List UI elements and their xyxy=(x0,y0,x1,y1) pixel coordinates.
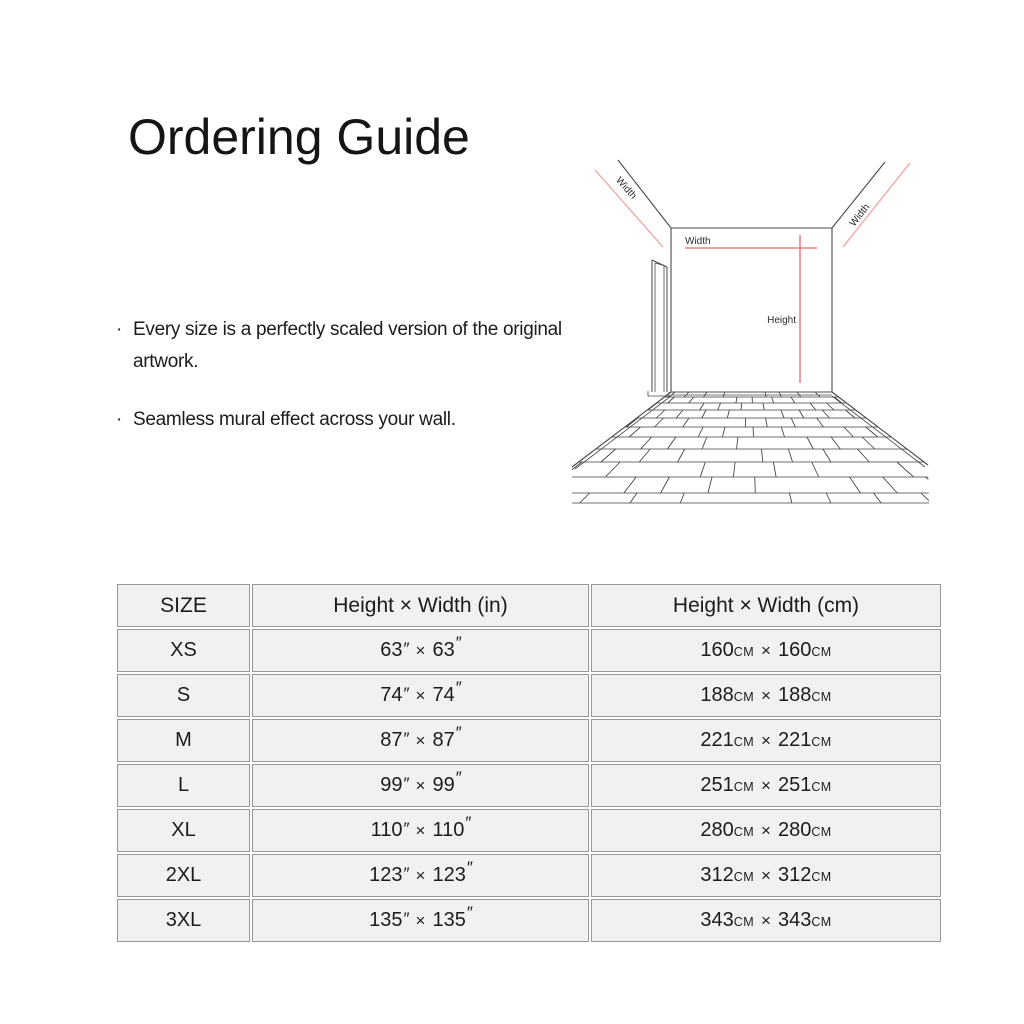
page-title: Ordering Guide xyxy=(128,109,470,165)
col-header-inches: Height × Width (in) xyxy=(252,584,589,627)
room-size-diagram xyxy=(572,133,932,508)
col-header-cm: Height × Width (cm) xyxy=(591,584,941,627)
label-width-right-wall: Width xyxy=(847,202,873,229)
feature-bullets xyxy=(116,314,621,436)
size-table xyxy=(115,582,943,944)
cm-cell: 188CM × 188CM xyxy=(591,674,941,717)
size-cell: 2XL xyxy=(117,854,250,897)
table-row xyxy=(117,899,941,942)
bullet-item xyxy=(116,404,621,436)
table-row xyxy=(117,719,941,762)
bullet-item xyxy=(116,314,621,378)
cm-cell: 280CM × 280CM xyxy=(591,809,941,852)
table-row xyxy=(117,674,941,717)
size-cell: XL xyxy=(117,809,250,852)
inches-cell: 99″ × 99″ xyxy=(252,764,589,807)
size-cell: XS xyxy=(117,629,250,672)
table-row xyxy=(117,854,941,897)
size-cell: M xyxy=(117,719,250,762)
floor-tile-pattern xyxy=(572,392,932,503)
table-row xyxy=(117,764,941,807)
cm-cell: 343CM × 343CM xyxy=(591,899,941,942)
table-row xyxy=(117,629,941,672)
inches-cell: 123″ × 123″ xyxy=(252,854,589,897)
bullet-text: Seamless mural effect across your wall. xyxy=(133,409,456,430)
size-cell: L xyxy=(117,764,250,807)
table-header-row xyxy=(117,584,941,627)
size-cell: 3XL xyxy=(117,899,250,942)
inches-cell: 110″ × 110″ xyxy=(252,809,589,852)
inches-cell: 63″ × 63″ xyxy=(252,629,589,672)
table-row xyxy=(117,809,941,852)
label-width-left-wall: Width xyxy=(613,175,639,202)
inches-cell: 74″ × 74″ xyxy=(252,674,589,717)
label-width-back-wall: Width xyxy=(685,236,711,247)
measurement-lines xyxy=(595,163,910,383)
inches-cell: 135″ × 135″ xyxy=(252,899,589,942)
inches-cell: 87″ × 87″ xyxy=(252,719,589,762)
cm-cell: 221CM × 221CM xyxy=(591,719,941,762)
bullet-marker: · xyxy=(116,319,123,340)
cm-cell: 312CM × 312CM xyxy=(591,854,941,897)
bullet-marker: · xyxy=(116,409,123,430)
door xyxy=(648,260,669,396)
bullet-text: Every size is a perfectly scaled version of the original artwork. xyxy=(133,319,562,372)
cm-cell: 251CM × 251CM xyxy=(591,764,941,807)
label-height-back-wall: Height xyxy=(767,315,796,326)
size-cell: S xyxy=(117,674,250,717)
cm-cell: 160CM × 160CM xyxy=(591,629,941,672)
col-header-size: SIZE xyxy=(117,584,250,627)
